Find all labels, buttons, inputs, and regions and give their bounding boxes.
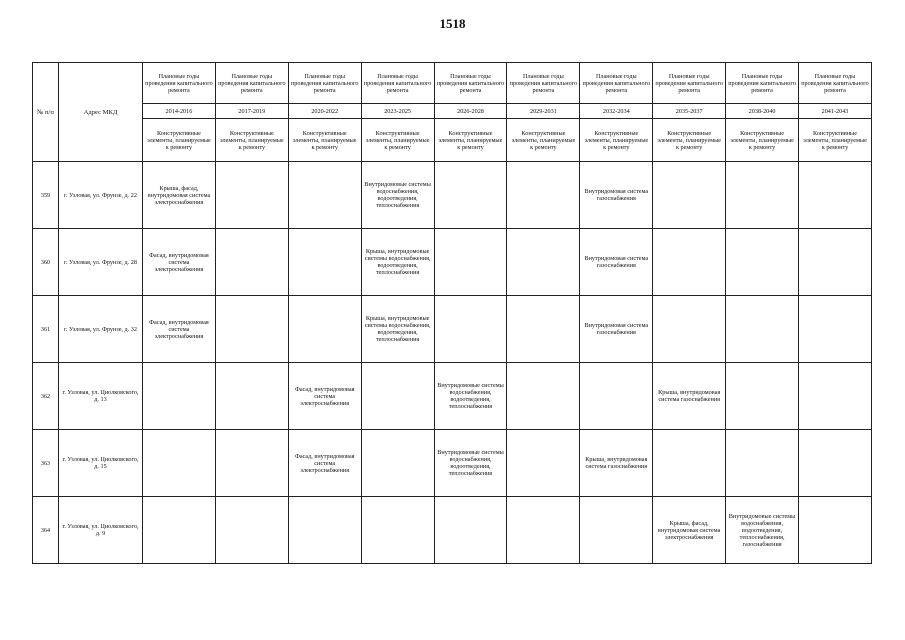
header-years: 2041-2043 bbox=[799, 104, 872, 119]
work-cell bbox=[288, 229, 361, 296]
work-cell bbox=[653, 162, 726, 229]
work-cell bbox=[143, 363, 216, 430]
work-cell bbox=[653, 430, 726, 497]
work-cell bbox=[580, 363, 653, 430]
work-cell bbox=[288, 162, 361, 229]
header-elements: Конструктивные элементы, планируемые к ремонту bbox=[143, 119, 216, 162]
work-cell bbox=[215, 430, 288, 497]
header-row-periods-title bbox=[33, 63, 872, 104]
header-period-title: Плановые годы проведения капитального ремонта bbox=[507, 63, 580, 104]
header-elements: Конструктивные элементы, планируемые к ремонту bbox=[726, 119, 799, 162]
work-cell: Фасад, внутридомовая система электроснабжения bbox=[288, 430, 361, 497]
work-cell bbox=[507, 162, 580, 229]
header-period-title: Плановые годы проведения капитального ремонта bbox=[580, 63, 653, 104]
header-years: 2035-2037 bbox=[653, 104, 726, 119]
work-cell: Фасад, внутридомовая система электроснабжения bbox=[143, 296, 216, 363]
work-cell bbox=[799, 363, 872, 430]
work-cell bbox=[726, 229, 799, 296]
row-address: г. Узловая, ул. Циолковского, д. 15 bbox=[59, 430, 143, 497]
header-period-title: Плановые годы проведения капитального ремонта bbox=[361, 63, 434, 104]
header-row-years bbox=[33, 104, 872, 119]
work-cell bbox=[434, 497, 507, 564]
work-cell: Крыша, фасад, внутридомовая система электроснабжения bbox=[653, 497, 726, 564]
table-row bbox=[33, 430, 872, 497]
header-period-title: Плановые годы проведения капитального ремонта bbox=[434, 63, 507, 104]
capital-repair-plan-table bbox=[32, 62, 872, 564]
work-cell bbox=[726, 430, 799, 497]
work-cell bbox=[215, 162, 288, 229]
row-number: 359 bbox=[33, 162, 59, 229]
header-address: Адрес МКД bbox=[59, 63, 143, 162]
header-elements: Конструктивные элементы, планируемые к ремонту bbox=[653, 119, 726, 162]
header-elements: Конструктивные элементы, планируемые к ремонту bbox=[580, 119, 653, 162]
header-period-title: Плановые годы проведения капитального ремонта bbox=[799, 63, 872, 104]
header-period-title: Плановые годы проведения капитального ремонта bbox=[215, 63, 288, 104]
work-cell bbox=[215, 296, 288, 363]
work-cell: Внутридомовые системы водоснабжения, водоотведения, теплоснабжения bbox=[434, 363, 507, 430]
work-cell bbox=[507, 430, 580, 497]
table-row bbox=[33, 296, 872, 363]
header-years: 2026-2028 bbox=[434, 104, 507, 119]
work-cell: Фасад, внутридомовая система электроснабжения bbox=[288, 363, 361, 430]
work-cell bbox=[799, 497, 872, 564]
work-cell: Крыша, фасад, внутридомовая система электроснабжения bbox=[143, 162, 216, 229]
work-cell: Внутридомовые системы водоснабжения, водоотведения, теплоснабжения bbox=[361, 162, 434, 229]
work-cell bbox=[653, 296, 726, 363]
table-row bbox=[33, 497, 872, 564]
header-years: 2029-2031 bbox=[507, 104, 580, 119]
work-cell bbox=[288, 497, 361, 564]
work-cell bbox=[653, 229, 726, 296]
work-cell bbox=[143, 430, 216, 497]
work-cell bbox=[215, 229, 288, 296]
row-address: г. Узловая, ул. Циолковского, д. 13 bbox=[59, 363, 143, 430]
work-cell: Крыша, внутридомовая система газоснабжения bbox=[653, 363, 726, 430]
header-years: 2023-2025 bbox=[361, 104, 434, 119]
row-address: г. Узловая, ул. Фрунзе, д. 22 bbox=[59, 162, 143, 229]
work-cell bbox=[434, 296, 507, 363]
work-cell: Внутридомовая система газоснабжения bbox=[580, 229, 653, 296]
work-cell bbox=[726, 162, 799, 229]
header-elements: Конструктивные элементы, планируемые к ремонту bbox=[434, 119, 507, 162]
page-number: 1518 bbox=[439, 16, 466, 31]
header-elements: Конструктивные элементы, планируемые к ремонту bbox=[799, 119, 872, 162]
header-elements: Конструктивные элементы, планируемые к ремонту bbox=[507, 119, 580, 162]
work-cell bbox=[507, 229, 580, 296]
work-cell bbox=[507, 363, 580, 430]
work-cell bbox=[288, 296, 361, 363]
table-row bbox=[33, 162, 872, 229]
header-years: 2038-2040 bbox=[726, 104, 799, 119]
header-years: 2020-2022 bbox=[288, 104, 361, 119]
row-number: 361 bbox=[33, 296, 59, 363]
work-cell: Внутридомовая система газоснабжения bbox=[580, 162, 653, 229]
row-number: 364 bbox=[33, 497, 59, 564]
work-cell bbox=[507, 497, 580, 564]
work-cell bbox=[361, 497, 434, 564]
table-row bbox=[33, 363, 872, 430]
work-cell bbox=[507, 296, 580, 363]
header-period-title: Плановые годы проведения капитального ремонта bbox=[143, 63, 216, 104]
work-cell bbox=[434, 229, 507, 296]
row-address: г. Узловая, ул. Фрунзе, д. 28 bbox=[59, 229, 143, 296]
work-cell: Фасад, внутридомовая система электроснабжения bbox=[143, 229, 216, 296]
header-years: 2032-2034 bbox=[580, 104, 653, 119]
work-cell bbox=[726, 363, 799, 430]
work-cell bbox=[799, 296, 872, 363]
work-cell bbox=[361, 363, 434, 430]
work-cell: Внутридомовая система газоснабжения bbox=[580, 296, 653, 363]
header-period-title: Плановые годы проведения капитального ремонта bbox=[288, 63, 361, 104]
header-elements: Конструктивные элементы, планируемые к ремонту bbox=[215, 119, 288, 162]
work-cell: Внутридомовые системы водоснабжения, водоотведения, теплоснабжения bbox=[434, 430, 507, 497]
work-cell bbox=[215, 497, 288, 564]
work-cell bbox=[726, 296, 799, 363]
table-row bbox=[33, 229, 872, 296]
header-years: 2017-2019 bbox=[215, 104, 288, 119]
work-cell bbox=[580, 497, 653, 564]
work-cell: Крыша, внутридомовая система газоснабжения bbox=[580, 430, 653, 497]
header-number: № п/п bbox=[33, 63, 59, 162]
header-elements: Конструктивные элементы, планируемые к ремонту bbox=[361, 119, 434, 162]
row-number: 363 bbox=[33, 430, 59, 497]
work-cell bbox=[799, 229, 872, 296]
row-number: 362 bbox=[33, 363, 59, 430]
work-cell bbox=[799, 430, 872, 497]
row-address: г. Узловая, ул. Циолковского, д. 9 bbox=[59, 497, 143, 564]
header-period-title: Плановые годы проведения капитального ремонта bbox=[726, 63, 799, 104]
header-row-elements bbox=[33, 119, 872, 162]
work-cell: Крыша, внутридомовые системы водоснабжения, водоотведения, теплоснабжения bbox=[361, 296, 434, 363]
work-cell bbox=[434, 162, 507, 229]
row-number: 360 bbox=[33, 229, 59, 296]
work-cell bbox=[143, 497, 216, 564]
work-cell bbox=[361, 430, 434, 497]
work-cell: Крыша, внутридомовые системы водоснабжения, водоотведения, теплоснабжения bbox=[361, 229, 434, 296]
header-elements: Конструктивные элементы, планируемые к ремонту bbox=[288, 119, 361, 162]
work-cell: Внутридомовые системы водоснабжения, водоотведения, теплоснабжения, газоснабжения bbox=[726, 497, 799, 564]
work-cell bbox=[799, 162, 872, 229]
header-years: 2014-2016 bbox=[143, 104, 216, 119]
header-period-title: Плановые годы проведения капитального ремонта bbox=[653, 63, 726, 104]
row-address: г. Узловая, ул. Фрунзе, д. 32 bbox=[59, 296, 143, 363]
work-cell bbox=[215, 363, 288, 430]
